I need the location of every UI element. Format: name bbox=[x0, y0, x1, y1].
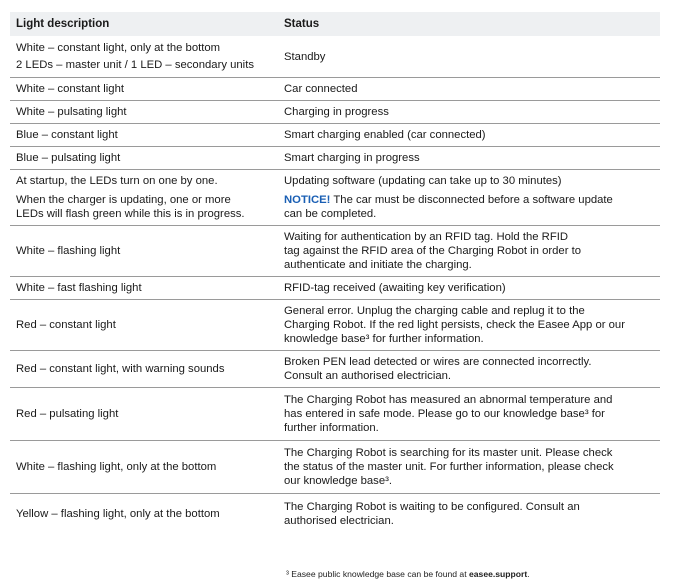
status-cell: Standby bbox=[284, 50, 326, 63]
status-cell bbox=[274, 391, 660, 437]
status-line: the status of the master unit. For further information, please check bbox=[284, 461, 614, 473]
status-line: has entered in safe mode. Please go to our knowledge base³ for bbox=[284, 408, 605, 420]
status-cell bbox=[274, 302, 660, 348]
table-row bbox=[10, 300, 660, 351]
table-row bbox=[10, 494, 660, 534]
status-cell: Car connected bbox=[284, 83, 358, 95]
notice-line bbox=[284, 193, 648, 207]
notice-text: The car must be disconnected before a software update bbox=[333, 194, 613, 206]
status-cell bbox=[274, 444, 660, 490]
status-line: our knowledge base³. bbox=[284, 475, 393, 487]
status-line: The Charging Robot is waiting to be configured. Consult an bbox=[284, 501, 580, 513]
table-row bbox=[10, 351, 660, 388]
status-cell bbox=[274, 228, 660, 274]
status-line: Broken PEN lead detected or wires are connected incorrectly. bbox=[284, 356, 592, 368]
light-cell: Red – pulsating light bbox=[16, 408, 119, 420]
light-cell: Blue – constant light bbox=[16, 129, 118, 141]
status-line: The Charging Robot has measured an abnormal temperature and bbox=[284, 394, 613, 406]
status-line: further information. bbox=[284, 422, 379, 434]
notice-text-cont: can be completed. bbox=[284, 208, 377, 220]
status-line: Consult an authorised electrician. bbox=[284, 370, 452, 382]
light-cell: White – flashing light bbox=[16, 245, 121, 257]
status-line: Updating software (updating can take up to 30 minutes) bbox=[284, 175, 562, 187]
status-line: General error. Unplug the charging cable and replug it to the bbox=[284, 305, 585, 317]
header-status: Status bbox=[284, 18, 320, 30]
footnote-text: ³ Easee public knowledge base can be found at bbox=[286, 569, 469, 579]
header-light-description: Light description bbox=[16, 18, 110, 30]
status-line: knowledge base³ for further information. bbox=[284, 333, 484, 345]
light-cell: Yellow – flashing light, only at the bottom bbox=[16, 508, 220, 520]
light-cell: White – constant light bbox=[16, 83, 125, 95]
table-row bbox=[10, 226, 660, 277]
light-cell bbox=[10, 39, 274, 74]
status-cell bbox=[274, 172, 660, 223]
table-row bbox=[10, 101, 660, 124]
status-cell: Charging in progress bbox=[284, 106, 389, 118]
table-row bbox=[10, 277, 660, 300]
light-line: At startup, the LEDs turn on one by one. bbox=[16, 175, 218, 187]
light-cell: White – fast flashing light bbox=[16, 282, 142, 294]
light-line: When the charger is updating, one or more bbox=[16, 194, 231, 206]
footnote-end: . bbox=[527, 569, 530, 579]
footnote bbox=[286, 569, 530, 579]
status-line: authenticate and initiate the charging. bbox=[284, 259, 472, 271]
table-row bbox=[10, 124, 660, 147]
led-status-table bbox=[10, 12, 660, 534]
status-line: The Charging Robot is searching for its master unit. Please check bbox=[284, 447, 613, 459]
table-row bbox=[10, 78, 660, 101]
status-line: tag against the RFID area of the Charging Robot in order to bbox=[284, 245, 582, 257]
status-cell: Smart charging enabled (car connected) bbox=[284, 129, 486, 141]
status-line: Waiting for authentication by an RFID tag. Hold the RFID bbox=[284, 231, 569, 243]
table-row bbox=[10, 170, 660, 226]
status-cell: RFID-tag received (awaiting key verification) bbox=[284, 282, 506, 294]
table-header bbox=[10, 12, 660, 36]
table-row bbox=[10, 441, 660, 494]
light-cell: Blue – pulsating light bbox=[16, 152, 121, 164]
status-line: Charging Robot. If the red light persists, check the Easee App or our bbox=[284, 319, 625, 331]
light-cell: Red – constant light bbox=[16, 319, 116, 331]
light-cell: Red – constant light, with warning sounds bbox=[16, 363, 225, 375]
notice-label: NOTICE! bbox=[284, 194, 331, 206]
light-cell bbox=[10, 172, 274, 223]
table-row bbox=[10, 147, 660, 170]
light-line: White – constant light, only at the bottom bbox=[16, 42, 221, 54]
light-cell: White – flashing light, only at the bottom bbox=[16, 461, 217, 473]
status-cell bbox=[274, 498, 660, 530]
status-line: authorised electrician. bbox=[284, 515, 394, 527]
status-cell bbox=[274, 353, 660, 385]
table-row bbox=[10, 388, 660, 441]
light-line: 2 LEDs – master unit / 1 LED – secondary units bbox=[16, 59, 254, 71]
table-row bbox=[10, 36, 660, 78]
status-cell: Smart charging in progress bbox=[284, 152, 420, 164]
light-line: LEDs will flash green while this is in progress. bbox=[16, 208, 245, 220]
footnote-link: easee.support bbox=[468, 569, 528, 579]
light-cell: White – pulsating light bbox=[16, 106, 127, 118]
